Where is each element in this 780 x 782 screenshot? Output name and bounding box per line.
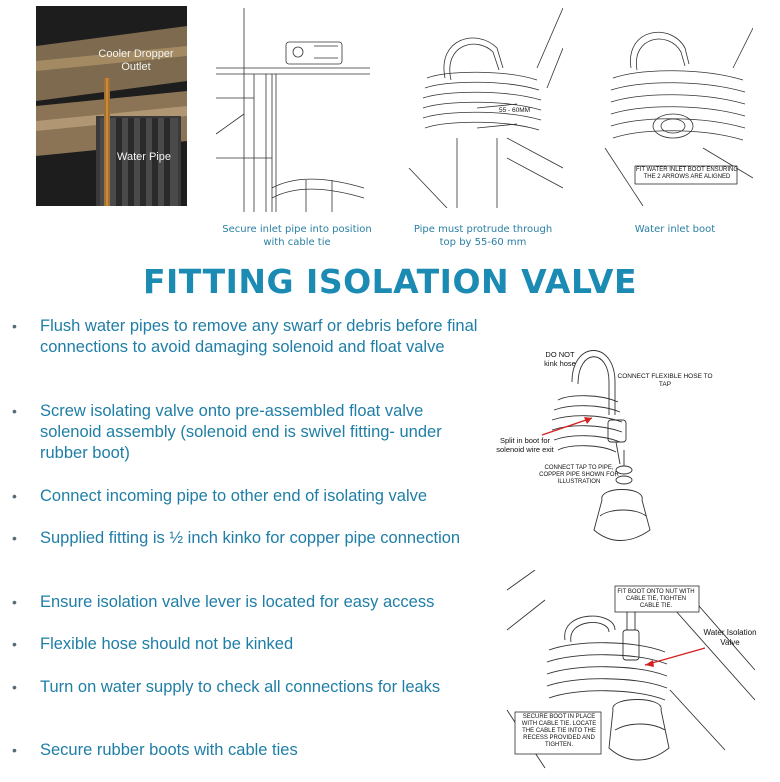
list-item-text: Turn on water supply to check all connections for leaks: [40, 678, 441, 696]
bullet-icon: •: [12, 636, 17, 652]
inlet-boot-caption: Water inlet boot: [634, 224, 716, 235]
connect-hose-label: CONNECT FLEXIBLE HOSE TO TAP: [617, 373, 713, 388]
cooler-photo: [36, 6, 187, 206]
bullet-icon: •: [12, 318, 17, 334]
water-valve-label: Water Isolation Valve: [703, 628, 757, 647]
page-title: FITTING ISOLATION VALVE: [142, 262, 638, 301]
split-boot-label: Split in boot for solenoid wire exit: [496, 436, 554, 454]
bullet-icon: •: [12, 679, 17, 695]
bullet-icon: •: [12, 403, 17, 419]
cooler-photo-image: [36, 6, 187, 206]
fit-boot-label: FIT BOOT ONTO NUT WITH CABLE TIE, TIGHTEN CABLE TIE.: [617, 589, 695, 609]
connect-tap-label: CONNECT TAP TO PIPE, COPPER PIPE SHOWN FOR ILLUSTRATION: [539, 465, 619, 485]
inlet-boot-callout: FIT WATER INLET BOOT ENSURING THE 2 ARROWS ARE ALIGNED: [636, 167, 739, 180]
bullet-icon: •: [12, 530, 17, 546]
secure-boot-label: SECURE BOOT IN PLACE WITH CABLE TIE. LOCATE THE CABLE TIE INTO THE RECESS PROVIDED AND TIGHTEN.: [521, 714, 597, 748]
outlet-label: Cooler Dropper Outlet: [98, 48, 174, 73]
water-pipe-label: Water Pipe: [116, 151, 171, 163]
do-not-kink-label: DO NOT kink hose: [544, 350, 576, 368]
bullet-icon: •: [12, 488, 17, 504]
list-item-text: Flexible hose should not be kinked: [40, 635, 294, 653]
bullet-icon: •: [12, 742, 17, 758]
inlet-pipe-diagram: [214, 8, 372, 212]
dimension-label: 55 - 60MM: [499, 107, 531, 114]
list-item-text: Screw isolating valve onto pre-assembled float valve solenoid assembly (solenoid end is swivel fitting- under rubber boot): [40, 402, 442, 462]
pipe-protrude-diagram: [407, 8, 563, 208]
inlet-pipe-caption: Secure inlet pipe into position with cable tie: [222, 224, 372, 248]
list-item-text: Secure rubber boots with cable ties: [40, 741, 298, 759]
list-item-text: Connect incoming pipe to other end of isolating valve: [40, 487, 428, 505]
pipe-protrude-caption: Pipe must protrude through top by 55-60 mm: [413, 224, 553, 248]
list-item-text: Supplied fitting is ½ inch kinko for copper pipe connection: [40, 529, 461, 547]
list-item-text: Ensure isolation valve lever is located for easy access: [40, 593, 435, 611]
bullet-icon: •: [12, 594, 17, 610]
list-item-text: Flush water pipes to remove any swarf or debris before final connections to avoid damaging solenoid and float valve: [40, 317, 478, 356]
